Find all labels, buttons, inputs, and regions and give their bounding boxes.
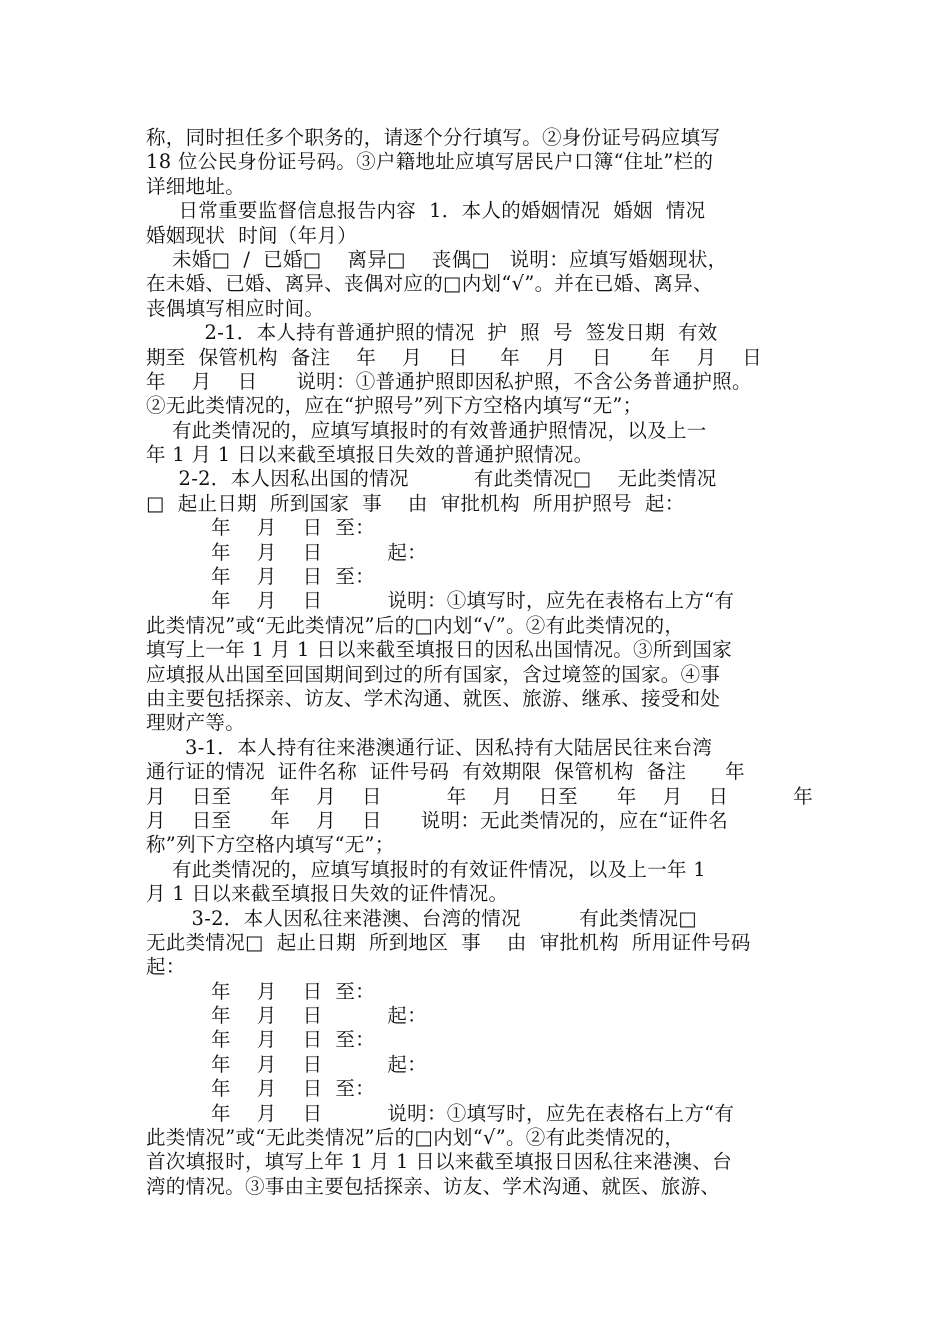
text-line: 起：	[146, 955, 186, 979]
text-line: 详细地址。	[146, 174, 246, 198]
text-line: 通行证的情况 证件名称 证件号码 有效期限 保管机构 备注 年	[146, 760, 745, 784]
text-line: 月 日至 年 月 日 年 月 日至 年 月 日 年	[146, 784, 814, 808]
section-heading-line: 2-2．本人因私出国的情况 有此类情况□ 无此类情况	[146, 467, 717, 491]
text-line: 此类情况”或“无此类情况”后的□内划“√”。②有此类情况的，	[146, 613, 685, 637]
text-line: 月 日至 年 月 日 说明：无此类情况的，应在“证件名	[146, 808, 729, 832]
text-line: 年 月 日 起：	[146, 1004, 427, 1028]
document-body	[146, 126, 814, 1199]
text-line: 年 月 日 至：	[146, 516, 375, 540]
text-line: 婚姻现状 时间（年月）	[146, 223, 357, 247]
section-heading-line: 2-1．本人持有普通护照的情况 护 照 号 签发日期 有效	[146, 321, 718, 345]
text-line: 丧偶填写相应时间。	[146, 296, 325, 320]
section-heading-line: 3-1．本人持有往来港澳通行证、因私持有大陆居民往来台湾	[146, 735, 713, 759]
text-line: 年 月 日 至：	[146, 1077, 375, 1101]
text-line: 应填报从出国至回国期间到过的所有国家，含过境签的国家。④事	[146, 662, 721, 686]
text-line: 期至 保管机构 备注 年 月 日 年 月 日 年 月 日	[146, 345, 763, 369]
text-line: 年 1 月 1 日以来截至填报日失效的普通护照情况。	[146, 443, 594, 467]
text-line: 称，同时担任多个职务的，请逐个分行填写。②身份证号码应填写	[146, 126, 721, 149]
section-heading-line: 日常重要监督信息报告内容 1．本人的婚姻情况 婚姻 情况	[146, 199, 706, 223]
text-line: 无此类情况□ 起止日期 所到地区 事 由 审批机构 所用证件号码	[146, 930, 751, 954]
section-heading-line: 3-2．本人因私往来港澳、台湾的情况 有此类情况□	[146, 906, 698, 930]
text-line: 年 月 日 说明：①填写时，应先在表格右上方“有	[146, 1101, 735, 1125]
text-line: 理财产等。	[146, 711, 246, 735]
text-line: 月 1 日以来截至填报日失效的证件情况。	[146, 882, 509, 906]
text-line: 年 月 日 起：	[146, 540, 427, 564]
text-line: 18 位公民身份证号码。③户籍地址应填写居民户口簿“住址”栏的	[146, 150, 714, 174]
text-line: 称”列下方空格内填写“无”；	[146, 833, 395, 857]
text-line: 有此类情况的，应填写填报时的有效普通护照情况，以及上一	[146, 418, 707, 442]
text-line: 年 月 日 至：	[146, 979, 375, 1003]
text-line: 有此类情况的，应填写填报时的有效证件情况，以及上一年 1	[146, 857, 706, 881]
text-line: 年 月 日 至：	[146, 565, 375, 589]
text-line: 填写上一年 1 月 1 日以来截至填报日的因私出国情况。③所到国家	[146, 638, 733, 662]
text-line: ②无此类情况的，应在“护照号”列下方空格内填写“无”；	[146, 394, 643, 418]
text-line: 年 月 日 至：	[146, 1028, 375, 1052]
text-line: 年 月 日 说明：①填写时，应先在表格右上方“有	[146, 589, 735, 613]
text-line: 年 月 日 说明：①普通护照即因私护照，不含公务普通护照。	[146, 369, 752, 393]
text-line: 由主要包括探亲、访友、学术沟通、就医、旅游、继承、接受和处	[146, 686, 721, 710]
text-line: 湾的情况。③事由主要包括探亲、访友、学术沟通、就医、旅游、	[146, 1174, 721, 1198]
text-line: 年 月 日 起：	[146, 1052, 427, 1076]
text-line: □ 起止日期 所到国家 事 由 审批机构 所用护照号 起：	[146, 491, 685, 515]
text-line: 此类情况”或“无此类情况”后的□内划“√”。②有此类情况的，	[146, 1126, 685, 1150]
text-line: 未婚□ / 已婚□ 离异□ 丧偶□ 说明：应填写婚姻现状，	[146, 247, 728, 271]
text-line: 首次填报时，填写上年 1 月 1 日以来截至填报日因私往来港澳、台	[146, 1150, 733, 1174]
text-line: 在未婚、已婚、离异、丧偶对应的□内划“√”。并在已婚、离异、	[146, 272, 713, 296]
